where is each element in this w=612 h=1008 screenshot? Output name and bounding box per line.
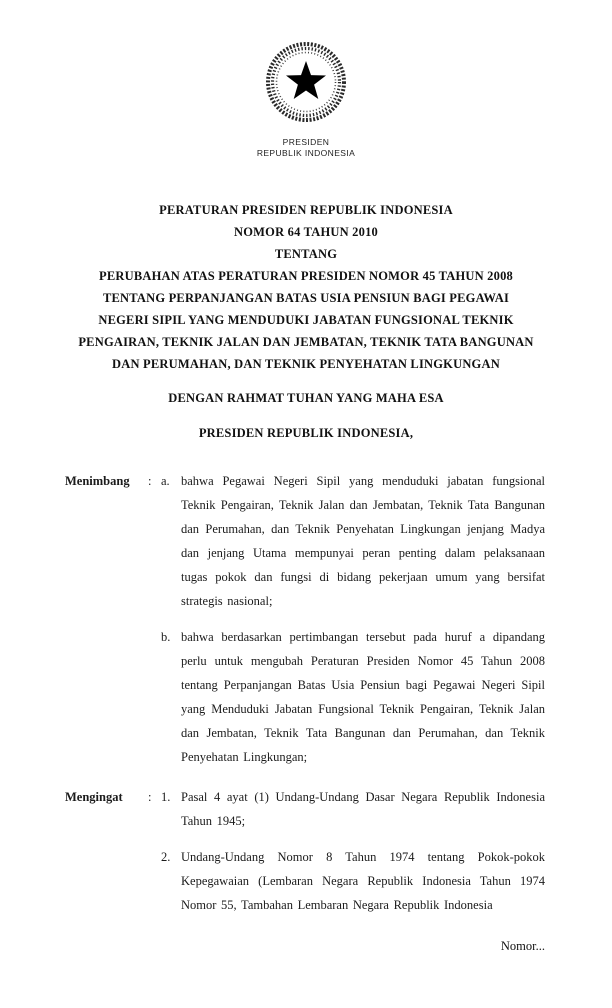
seal-section xyxy=(0,0,612,159)
consideration-item-a xyxy=(161,469,545,613)
org-name xyxy=(0,137,612,159)
title-line: TENTANG xyxy=(274,247,338,261)
title-line: PERATURAN PRESIDEN REPUBLIK INDONESIA xyxy=(159,203,453,217)
legal-basis-item-2 xyxy=(161,845,545,917)
item-text: bahwa berdasarkan pertimbangan tersebut pada huruf a dipandang perlu untuk mengubah Peraturan Presiden Nomor 45 Tahun 2008 tentang Perpanjangan Batas Usia Pensiun bagi Pegawai Negeri Sipil yang Menduduki Jabatan Fungsional Teknik Pengairan, Teknik Jalan dan Jembatan, Teknik Tata Bangunan dan Perumahan, dan Teknik Penyehatan Lingkungan; xyxy=(181,630,545,764)
item-marker: b. xyxy=(161,630,171,644)
item-text: Undang-Undang Nomor 8 Tahun 1974 tentang Pokok-pokok Kepegawaian (Lembaran Negara Republik Indonesia Tahun 1974 Nomor 55, Tambahan Lembaran Negara Republik Indonesia xyxy=(181,850,545,912)
page-catchword: Nomor... xyxy=(500,939,545,953)
title-line: TENTANG PERPANJANGAN BATAS USIA PENSIUN BAGI PEGAWAI xyxy=(102,291,510,305)
title-line: NEGERI SIPIL YANG MENDUDUKI JABATAN FUNGSIONAL TEKNIK xyxy=(98,313,514,327)
section-items xyxy=(161,785,545,917)
section-mengingat xyxy=(65,785,545,917)
section-colon: : xyxy=(148,790,152,804)
document-body xyxy=(0,469,612,917)
legal-basis-item-1 xyxy=(161,785,545,833)
consideration-item-b xyxy=(161,625,545,769)
regulation-title xyxy=(0,199,612,375)
section-label: Mengingat xyxy=(65,790,123,804)
section-menimbang xyxy=(65,469,545,769)
section-colon: : xyxy=(148,474,152,488)
title-line: NOMOR 64 TAHUN 2010 xyxy=(234,225,378,239)
authority-line: PRESIDEN REPUBLIK INDONESIA, xyxy=(198,426,414,440)
title-line: DAN PERUMAHAN, DAN TEKNIK PENYEHATAN LINGKUNGAN xyxy=(112,357,500,371)
presidential-seal-icon xyxy=(264,40,348,124)
item-marker: a. xyxy=(161,474,170,488)
org-line-republik: REPUBLIK INDONESIA xyxy=(256,148,356,158)
item-marker: 1. xyxy=(161,790,171,804)
section-label: Menimbang xyxy=(65,474,130,488)
item-text: bahwa Pegawai Negeri Sipil yang menduduki jabatan fungsional Teknik Pengairan, Teknik Jalan dan Jembatan, Teknik Tata Bangunan dan Perumahan, dan Teknik Penyehatan Lingkungan jenjang Madya dan jenjang Utama mempunyai peran penting dalam pelaksanaan tugas pokok dan fungsi di bidang pekerjaan umum yang bersifat strategis nasional; xyxy=(181,474,545,608)
invocation-line: DENGAN RAHMAT TUHAN YANG MAHA ESA xyxy=(168,391,444,405)
star-icon xyxy=(286,61,326,99)
item-text: Pasal 4 ayat (1) Undang-Undang Dasar Negara Republik Indonesia Tahun 1945; xyxy=(181,790,545,828)
item-marker: 2. xyxy=(161,850,171,864)
org-line-presiden: PRESIDEN xyxy=(282,137,330,147)
section-items xyxy=(161,469,545,769)
title-line: PENGAIRAN, TEKNIK JALAN DAN JEMBATAN, TEKNIK TATA BANGUNAN xyxy=(78,335,534,349)
title-line: PERUBAHAN ATAS PERATURAN PRESIDEN NOMOR 45 TAHUN 2008 xyxy=(99,269,513,283)
